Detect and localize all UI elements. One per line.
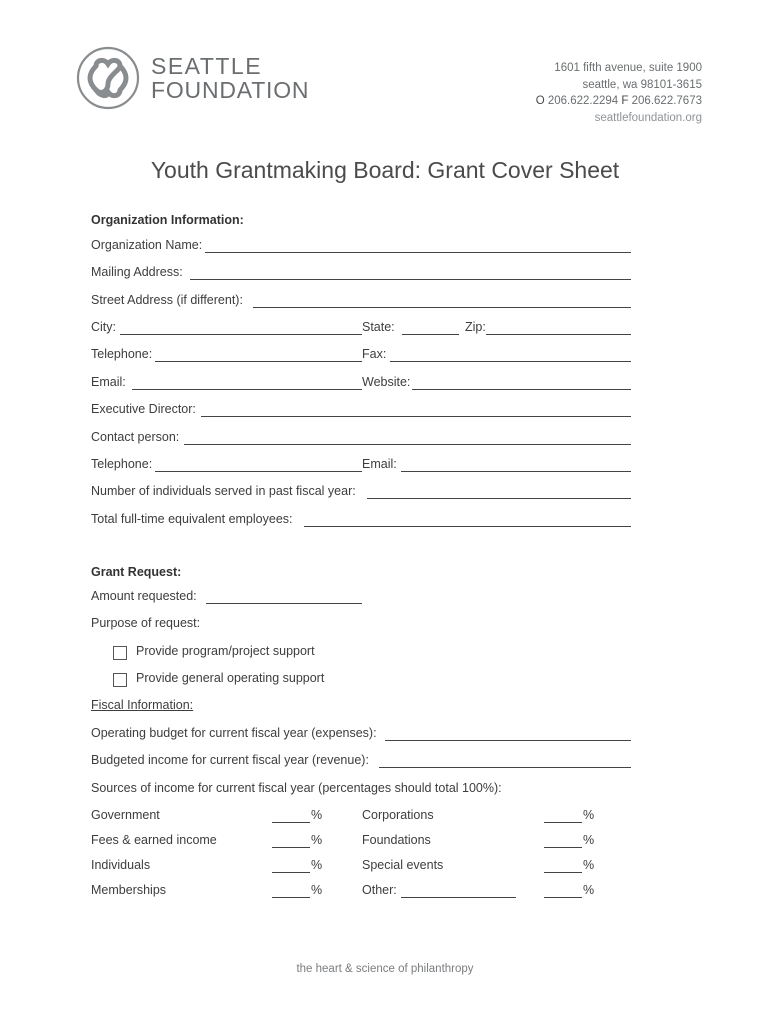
website-link[interactable]: seattlefoundation.org bbox=[594, 111, 702, 124]
page-title: Youth Grantmaking Board: Grant Cover Sheet bbox=[150, 157, 620, 183]
source-label-right: Special events bbox=[362, 858, 444, 872]
fax-prefix: F bbox=[621, 95, 629, 107]
contact-telephone-field[interactable] bbox=[155, 471, 362, 472]
org-section-heading: Organization Information: bbox=[91, 213, 244, 227]
contact-email-field[interactable] bbox=[401, 471, 631, 472]
source-percent-field[interactable] bbox=[544, 872, 582, 873]
operating-support-label: Provide general operating support bbox=[136, 671, 325, 685]
source-percent-field[interactable] bbox=[544, 822, 582, 823]
fax-field[interactable] bbox=[390, 361, 631, 362]
sources-row bbox=[91, 781, 631, 799]
amount-requested-row bbox=[91, 589, 371, 607]
footer-tagline: the heart & science of philanthropy bbox=[296, 963, 474, 975]
org-name-field[interactable] bbox=[205, 252, 631, 253]
zip-field[interactable] bbox=[486, 334, 631, 335]
sources-label: Sources of income for current fiscal year (percentages should total 100%): bbox=[91, 781, 502, 795]
fiscal-heading: Fiscal Information: bbox=[91, 698, 194, 712]
program-support-label: Provide program/project support bbox=[136, 644, 315, 658]
address-block bbox=[536, 60, 702, 126]
other-source-field[interactable] bbox=[401, 897, 516, 898]
org-name-row bbox=[91, 238, 631, 256]
contact-person-field[interactable] bbox=[184, 444, 631, 445]
percent-sign: % bbox=[311, 808, 323, 822]
email-field[interactable] bbox=[132, 389, 362, 390]
budgeted-income-label: Budgeted income for current fiscal year (revenue): bbox=[91, 753, 369, 767]
mailing-address-label: Mailing Address: bbox=[91, 265, 183, 279]
source-label-left: Memberships bbox=[91, 883, 167, 897]
email-label: Email: bbox=[91, 375, 126, 389]
source-percent-field[interactable] bbox=[272, 847, 310, 848]
amount-requested-field[interactable] bbox=[206, 603, 362, 604]
purpose-label: Purpose of request: bbox=[91, 616, 201, 630]
address-line2: seattle, wa 98101-3615 bbox=[582, 78, 702, 91]
contact-person-row bbox=[91, 430, 631, 448]
percent-sign: % bbox=[311, 833, 323, 847]
telephone-label: Telephone: bbox=[91, 347, 153, 361]
operating-support-checkbox[interactable] bbox=[113, 673, 127, 687]
email-website-row bbox=[91, 375, 631, 393]
budgeted-income-field[interactable] bbox=[379, 767, 631, 768]
amount-requested-label: Amount requested: bbox=[91, 589, 197, 603]
state-field[interactable] bbox=[402, 334, 459, 335]
mailing-address-field[interactable] bbox=[190, 279, 631, 280]
contact-telephone-email-row bbox=[91, 457, 631, 475]
source-label-left: Government bbox=[91, 808, 160, 822]
website-label: Website: bbox=[362, 375, 411, 389]
grant-section-heading: Grant Request: bbox=[91, 565, 182, 579]
contact-email-label: Email: bbox=[362, 457, 397, 471]
individuals-served-label: Number of individuals served in past fiscal year: bbox=[91, 484, 356, 498]
source-label-right: Other: bbox=[362, 883, 397, 897]
logo-line2: FOUNDATION bbox=[151, 77, 310, 103]
budgeted-income-row bbox=[91, 753, 631, 771]
executive-director-label: Executive Director: bbox=[91, 402, 196, 416]
purpose-row bbox=[91, 616, 391, 634]
operating-budget-field[interactable] bbox=[385, 740, 631, 741]
fax-number: 206.622.7673 bbox=[631, 95, 702, 107]
program-support-checkbox[interactable] bbox=[113, 646, 127, 660]
percent-sign: % bbox=[583, 833, 595, 847]
logo-line1: SEATTLE bbox=[151, 53, 263, 79]
city-state-zip-row bbox=[91, 320, 631, 338]
source-label-left: Fees & earned income bbox=[91, 833, 217, 847]
zip-label: Zip: bbox=[465, 320, 486, 334]
source-label-right: Corporations bbox=[362, 808, 434, 822]
logo-wordmark bbox=[151, 54, 309, 102]
executive-director-field[interactable] bbox=[201, 416, 631, 417]
contact-person-label: Contact person: bbox=[91, 430, 180, 444]
percent-sign: % bbox=[583, 808, 595, 822]
telephone-fax-row bbox=[91, 347, 631, 365]
fte-field[interactable] bbox=[304, 526, 631, 527]
source-percent-field[interactable] bbox=[272, 897, 310, 898]
telephone-field[interactable] bbox=[155, 361, 362, 362]
state-label: State: bbox=[362, 320, 395, 334]
org-name-label: Organization Name: bbox=[91, 238, 203, 252]
city-field[interactable] bbox=[120, 334, 362, 335]
source-percent-field[interactable] bbox=[544, 847, 582, 848]
phone-number: 206.622.2294 bbox=[547, 95, 619, 107]
percent-sign: % bbox=[583, 858, 595, 872]
operating-budget-row bbox=[91, 726, 631, 744]
phone-prefix: O bbox=[535, 95, 545, 107]
source-label-left: Individuals bbox=[91, 858, 151, 872]
source-percent-field[interactable] bbox=[272, 872, 310, 873]
source-label-right: Foundations bbox=[362, 833, 431, 847]
contact-telephone-label: Telephone: bbox=[91, 457, 153, 471]
address-line1: 1601 fifth avenue, suite 1900 bbox=[554, 62, 702, 74]
mailing-address-row bbox=[91, 265, 631, 283]
fte-label: Total full-time equivalent employees: bbox=[91, 512, 293, 526]
source-percent-field[interactable] bbox=[544, 897, 582, 898]
street-address-label: Street Address (if different): bbox=[91, 293, 243, 307]
individuals-served-row bbox=[91, 484, 631, 502]
seattle-foundation-logo-icon bbox=[76, 46, 140, 110]
fax-label: Fax: bbox=[362, 347, 387, 361]
individuals-served-field[interactable] bbox=[367, 498, 631, 499]
street-address-field[interactable] bbox=[253, 307, 631, 308]
percent-sign: % bbox=[311, 883, 323, 897]
percent-sign: % bbox=[583, 883, 595, 897]
executive-director-row bbox=[91, 402, 631, 420]
phone-fax-line bbox=[536, 93, 702, 110]
source-percent-field[interactable] bbox=[272, 822, 310, 823]
percent-sign: % bbox=[311, 858, 323, 872]
website-field[interactable] bbox=[412, 389, 631, 390]
street-address-row bbox=[91, 293, 631, 311]
fte-row bbox=[91, 512, 631, 530]
city-label: City: bbox=[91, 320, 116, 334]
operating-budget-label: Operating budget for current fiscal year (expenses): bbox=[91, 726, 377, 740]
